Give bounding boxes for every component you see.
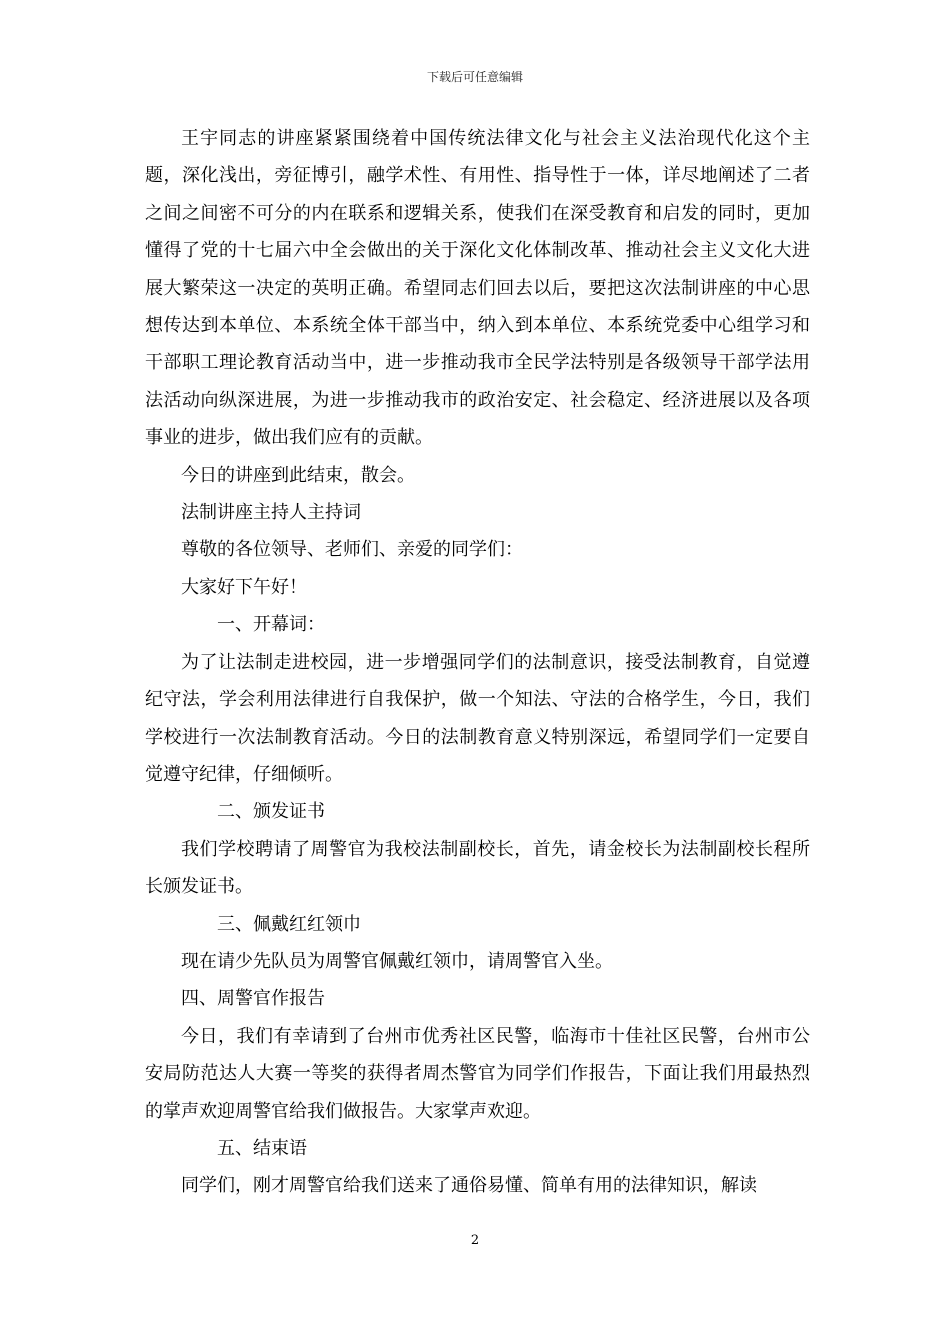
- heading-report: 四、周警官作报告: [181, 988, 325, 1010]
- page-number: 2: [470, 1233, 480, 1248]
- document-body: [145, 120, 810, 1205]
- page-header: 下载后可任意编辑: [426, 70, 523, 84]
- paragraph: 今日，我们有幸请到了台州市优秀社区民警，临海市十佳社区民警，台州市公安局防范达人大赛一等奖的获得者周杰警官为同学们作报告，下面让我们用最热烈的掌声欢迎周警官给我们做报告。大家掌声欢迎。: [145, 1025, 810, 1122]
- paragraph: 同学们，刚才周警官给我们送来了通俗易懂、简单有用的法律知识，解读: [181, 1175, 757, 1197]
- heading-scarf: 三、佩戴红红领巾: [217, 913, 361, 935]
- heading-closing: 五、结束语: [217, 1137, 307, 1159]
- paragraph: 今日的讲座到此结束，散会。: [181, 464, 415, 486]
- salutation: 尊敬的各位领导、老师们、亲爱的同学们：: [181, 539, 523, 561]
- paragraph: 王宇同志的讲座紧紧围绕着中国传统法律文化与社会主义法治现代化这个主题，深化浅出，旁征博引，融学术性、有用性、指导性于一体，详尽地阐述了二者之间之间密不可分的内在联系和逻辑关系，使我们在深受教育和启发的同时，更加懂得了党的十七届六中全会做出的关于深化文化体制改革、推动社会主义文化大进展大繁荣这一决定的英明正确。希望同志们回去以后，要把这次法制讲座的中心思想传达到本单位、本系统全体干部当中，纳入到本单位、本系统党委中心组学习和干部职工理论教育活动当中，进一步推动我市全民学法特别是各级领导干部学法用法活动向纵深进展，为进一步推动我市的政治安定、社会稳定、经济进展以及各项事业的进步，做出我们应有的贡献。: [145, 128, 810, 449]
- paragraph: 为了让法制走进校园，进一步增强同学们的法制意识，接受法制教育，自觉遵纪守法，学会利用法律进行自我保护，做一个知法、守法的合格学生，今日，我们学校进行一次法制教育活动。今日的法制教育意义特别深远，希望同学们一定要自觉遵守纪律，仔细倾听。: [145, 651, 810, 785]
- paragraph: 我们学校聘请了周警官为我校法制副校长，首先，请金校长为法制副校长程所长颁发证书。: [145, 838, 810, 898]
- section-title: 法制讲座主持人主持词: [181, 502, 361, 524]
- heading-opening: 一、开幕词：: [217, 614, 325, 636]
- paragraph: 现在请少先队员为周警官佩戴红领巾，请周警官入坐。: [181, 950, 613, 972]
- heading-certificate: 二、颁发证书: [217, 801, 325, 823]
- greeting: 大家好下午好！: [181, 576, 307, 598]
